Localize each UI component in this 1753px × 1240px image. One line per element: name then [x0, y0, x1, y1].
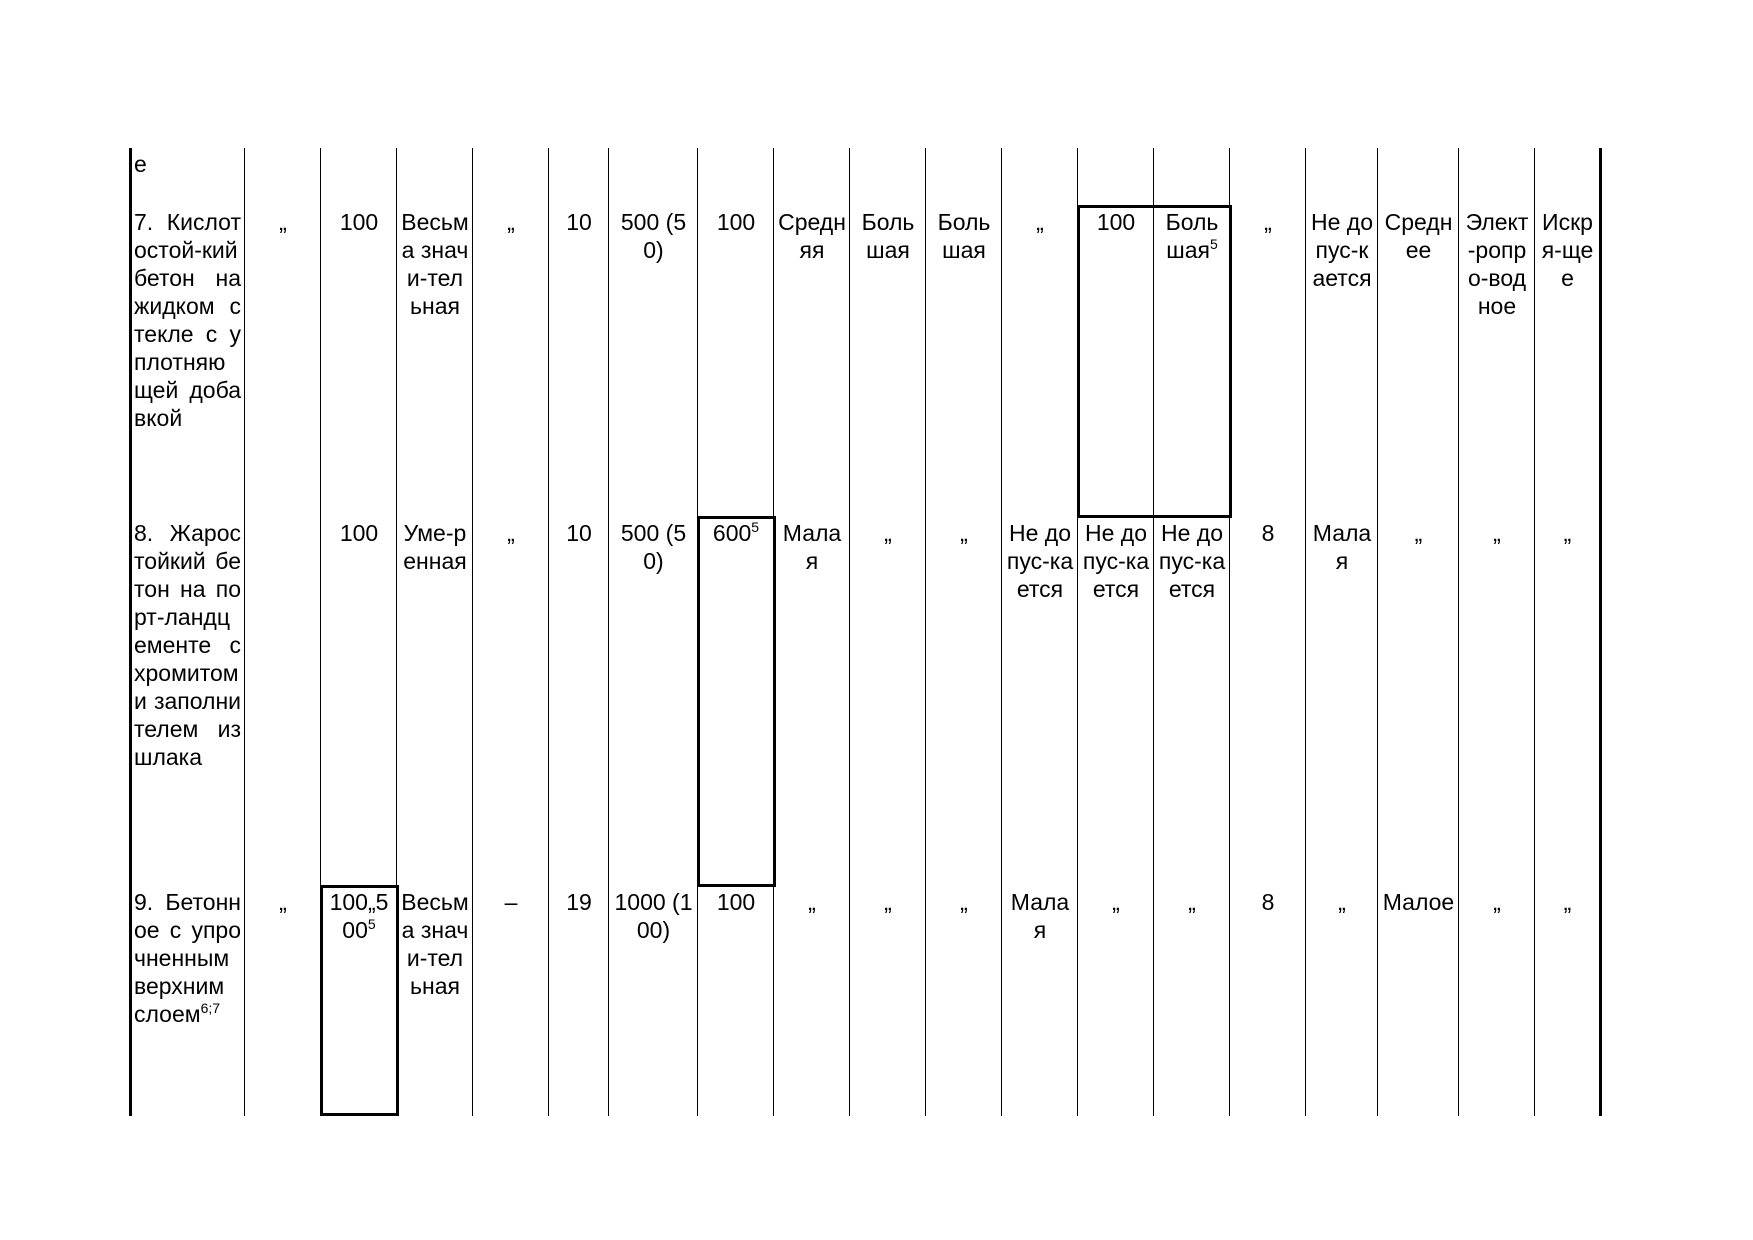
cell-text: 500 (50) [620, 209, 687, 263]
table-cell [474, 206, 547, 236]
table-cell [1536, 517, 1598, 547]
cell-text: Малая [1010, 889, 1070, 943]
table-cell [1079, 206, 1152, 236]
table-cell [1536, 886, 1598, 916]
cell-text: 19 [566, 889, 592, 915]
cell-text: Весьма значи-тельная [401, 889, 469, 999]
table-cell [851, 206, 924, 264]
cell-text: 100„500 [329, 889, 389, 943]
table-cell [1307, 886, 1376, 916]
table-cell [775, 517, 848, 575]
column-divider [548, 148, 549, 1116]
table-cell [1003, 206, 1076, 236]
cell-text: – [504, 889, 518, 915]
column-divider [244, 148, 245, 1116]
cell-text: 8 [1261, 520, 1275, 546]
cell-text: „ [960, 889, 968, 915]
cell-text: Малая [782, 520, 842, 574]
cell-text: Среднее [1384, 209, 1453, 263]
cell-text: Элект-ропро-водное [1465, 209, 1529, 319]
table-cell [1460, 517, 1533, 547]
cell-text: „ [1493, 520, 1501, 546]
table-cell [610, 886, 696, 944]
table-cell [474, 517, 547, 547]
table-cell [1379, 206, 1457, 264]
column-divider [1305, 148, 1306, 1116]
row-label-cell [131, 206, 243, 432]
footnote-marker: 6;7 [200, 1000, 221, 1016]
column-divider [608, 148, 609, 1116]
cell-text: 1000 (100) [614, 889, 693, 943]
cell-text: „ [1112, 889, 1120, 915]
table-cell [1536, 206, 1598, 292]
table-cell [474, 886, 547, 916]
table-cell [1379, 517, 1457, 547]
table-cell [699, 517, 772, 547]
cell-text: „ [1414, 520, 1423, 546]
table-cell [1079, 886, 1152, 916]
cell-text: 500 (50) [620, 520, 687, 574]
cell-text: 100 [716, 889, 756, 915]
cell-text: „ [1493, 889, 1501, 915]
cell-text: Малое [1382, 889, 1455, 915]
table-cell [699, 886, 772, 916]
cell-text: 100 [716, 209, 756, 235]
table-cell [851, 517, 924, 547]
cell-text: 10 [566, 209, 592, 235]
table-cell [1003, 886, 1076, 944]
cell-text: „ [1264, 209, 1272, 235]
continued-cell-fragment: е [134, 151, 147, 177]
table-cell [322, 517, 395, 547]
cell-text: Большая [937, 209, 991, 263]
cell-text: 100 [339, 520, 379, 546]
row-label-cell [131, 517, 243, 771]
table-cell [1307, 206, 1376, 292]
table-cell [1231, 886, 1304, 916]
table-cell [775, 886, 848, 916]
cell-text: Средняя [778, 209, 846, 263]
cell-text: „ [884, 520, 892, 546]
column-divider [1458, 148, 1459, 1116]
cell-text: „ [1563, 889, 1572, 915]
column-divider [472, 148, 473, 1116]
cell-text: „ [1036, 209, 1044, 235]
cell-text: „ [808, 889, 816, 915]
table-cell [322, 886, 395, 944]
cell-text: 100 [1096, 209, 1136, 235]
table-cell [927, 517, 1000, 547]
cell-text: „ [279, 889, 287, 915]
table-cell [1231, 517, 1304, 547]
table-cell [851, 886, 924, 916]
cell-text: 600 [712, 520, 752, 546]
cell-text: 100 [339, 209, 379, 235]
table-cell [1460, 886, 1533, 916]
table-cell [550, 206, 607, 236]
table-cell [1231, 206, 1304, 236]
highlight-box [697, 516, 776, 887]
column-divider [1377, 148, 1378, 1116]
cell-text: Не допус-кается [1310, 209, 1373, 291]
table-cell [775, 206, 848, 264]
table-cell [927, 206, 1000, 264]
table-cell [246, 206, 319, 236]
cell-text: 7. Кислотостой-кий бетон на жидком стекле с уплотняющей добавкой [134, 209, 241, 431]
cell-text: „ [279, 209, 287, 235]
cell-text: Не допус-кается [1158, 520, 1226, 602]
table-cell [699, 206, 772, 236]
table-cell [246, 517, 319, 519]
table-cell [550, 886, 607, 916]
cell-text: „ [884, 889, 892, 915]
materials-table [129, 148, 1604, 1116]
cell-text: Искря-щее [1541, 209, 1594, 291]
column-divider [1001, 148, 1002, 1116]
table-cell [1079, 517, 1152, 603]
cell-text: „ [960, 520, 968, 546]
cell-text: Не допус-кается [1082, 520, 1150, 602]
cell-text: 8. Жаростойкий бетон на порт-ландцементе с хромитом и заполнителем из шлака [134, 520, 241, 770]
cell-text: „ [507, 520, 515, 546]
cell-text: Уме-ренная [403, 520, 467, 574]
table-cell [1155, 517, 1228, 603]
cell-text: Весьма значи-тельная [401, 209, 469, 319]
table-cell [1155, 886, 1228, 916]
cell-text: Не допус-кается [1006, 520, 1074, 602]
table-cell [1460, 206, 1533, 320]
table-cell [398, 206, 471, 320]
table-cell [927, 886, 1000, 916]
cell-text: Большая [1165, 209, 1219, 263]
row-label-cell [131, 886, 243, 1028]
cell-text: „ [1338, 889, 1346, 915]
cell-text: 9. Бетонное с упрочненным верхним слоем [134, 889, 241, 1027]
column-divider [925, 148, 926, 1116]
footnote-marker: 5 [1209, 236, 1218, 252]
table-border-right [1599, 148, 1602, 1116]
table-cell [610, 206, 696, 264]
cell-text: „ [1563, 520, 1572, 546]
cell-text: Малая [1312, 520, 1372, 574]
table-cell [1003, 517, 1076, 603]
table-cell [398, 886, 471, 1000]
cell-text: Большая [861, 209, 915, 263]
cell-text: „ [507, 209, 515, 235]
table-cell [550, 517, 607, 547]
column-divider [1534, 148, 1535, 1116]
table-cell [1307, 517, 1376, 575]
table-cell [246, 886, 319, 916]
table-cell [1379, 886, 1457, 916]
cell-text: 8 [1261, 889, 1275, 915]
footnote-marker: 5 [751, 519, 760, 535]
cell-text: „ [1188, 889, 1196, 915]
table-cell [398, 517, 471, 575]
footnote-marker: 5 [367, 916, 376, 932]
table-cell [610, 517, 696, 575]
column-divider [849, 148, 850, 1116]
cell-text: 10 [566, 520, 592, 546]
table-cell [1155, 206, 1228, 264]
table-cell [322, 206, 395, 236]
